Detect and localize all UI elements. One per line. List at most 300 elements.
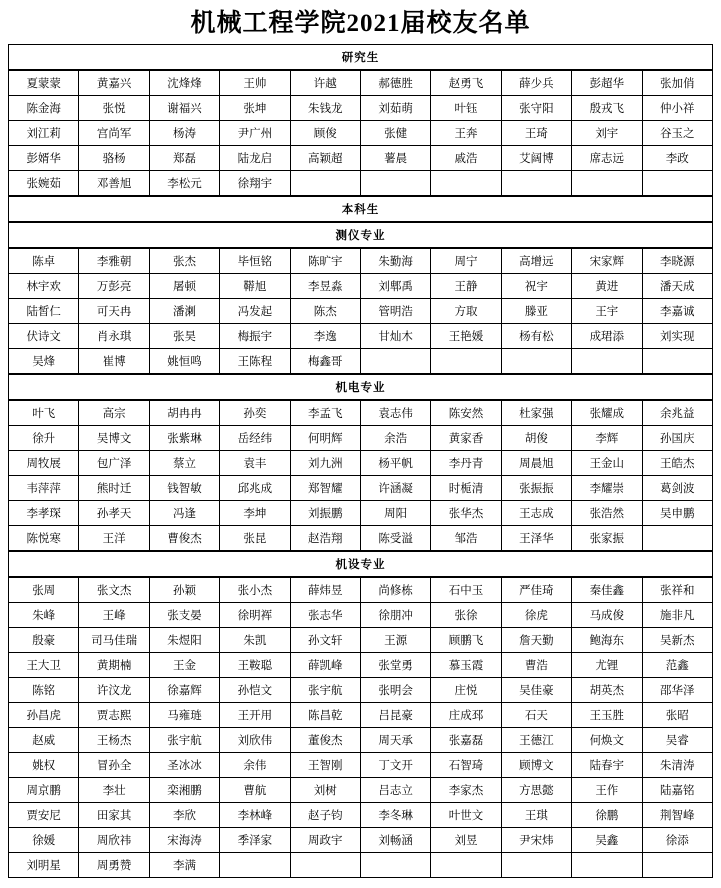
name-cell: 顾鹏飞 xyxy=(431,627,501,652)
name-cell: 杨平帆 xyxy=(360,450,430,475)
table-row xyxy=(9,145,713,170)
name-cell: 鞯旭 xyxy=(220,273,290,298)
name-cell: 王琪 xyxy=(501,802,571,827)
name-cell: 陈铭 xyxy=(9,677,79,702)
name-cell: 徐朋冲 xyxy=(360,602,430,627)
name-cell: 甘灿木 xyxy=(360,323,430,348)
name-cell: 季泽家 xyxy=(220,827,290,852)
name-cell: 沈烽烽 xyxy=(149,70,219,95)
name-cell: 朱钱龙 xyxy=(290,95,360,120)
name-cell: 王峰 xyxy=(79,602,149,627)
table-row xyxy=(9,702,713,727)
name-cell: 张明会 xyxy=(360,677,430,702)
name-cell: 王智刚 xyxy=(290,752,360,777)
name-cell: 周欣祎 xyxy=(79,827,149,852)
name-cell: 黄家香 xyxy=(431,425,501,450)
name-cell: 徐翔宇 xyxy=(220,170,290,195)
name-cell: 陈受溢 xyxy=(360,525,430,550)
table-row xyxy=(9,450,713,475)
name-cell: 李满 xyxy=(149,852,219,877)
name-cell: 周勇赞 xyxy=(79,852,149,877)
name-cell: 方思懿 xyxy=(501,777,571,802)
name-cell: 李嘉诚 xyxy=(642,298,712,323)
name-cell: 周宁 xyxy=(431,248,501,273)
name-cell: 曹浩 xyxy=(501,652,571,677)
name-cell: 葛剑波 xyxy=(642,475,712,500)
name-cell: 李孝琛 xyxy=(9,500,79,525)
name-cell: 孙国庆 xyxy=(642,425,712,450)
empty-cell xyxy=(220,852,290,877)
name-cell: 梅振宇 xyxy=(220,323,290,348)
name-cell: 席志远 xyxy=(572,145,642,170)
name-cell: 徐升 xyxy=(9,425,79,450)
name-cell: 梅鑫哥 xyxy=(290,348,360,373)
name-cell: 叶世文 xyxy=(431,802,501,827)
subsection-heading-1-2-table xyxy=(8,551,713,577)
name-cell: 王志成 xyxy=(501,500,571,525)
name-cell: 胡俊 xyxy=(501,425,571,450)
name-cell: 贾安尼 xyxy=(9,802,79,827)
name-cell: 荆智峰 xyxy=(642,802,712,827)
table-row xyxy=(9,500,713,525)
name-cell: 孙颖 xyxy=(149,577,219,602)
table-row xyxy=(9,852,713,877)
name-cell: 王奔 xyxy=(431,120,501,145)
empty-cell xyxy=(431,170,501,195)
name-cell: 张周 xyxy=(9,577,79,602)
name-cell: 张昊 xyxy=(149,323,219,348)
name-cell: 王宇 xyxy=(572,298,642,323)
name-cell: 丁文开 xyxy=(360,752,430,777)
name-cell: 李耀崇 xyxy=(572,475,642,500)
empty-cell xyxy=(642,525,712,550)
name-cell: 顾博文 xyxy=(501,752,571,777)
name-cell: 张支晏 xyxy=(149,602,219,627)
name-cell: 余伟 xyxy=(220,752,290,777)
name-cell: 陈安然 xyxy=(431,400,501,425)
name-cell: 潘天成 xyxy=(642,273,712,298)
table-row xyxy=(9,323,713,348)
name-cell: 叶钰 xyxy=(431,95,501,120)
name-cell: 谷玉之 xyxy=(642,120,712,145)
name-cell: 张文杰 xyxy=(79,577,149,602)
name-cell: 贾志熙 xyxy=(79,702,149,727)
name-cell: 吕志立 xyxy=(360,777,430,802)
name-cell: 薛少兵 xyxy=(501,70,571,95)
name-cell: 管明浩 xyxy=(360,298,430,323)
page-title: 机械工程学院2021届校友名单 xyxy=(190,10,531,37)
name-cell: 王琦 xyxy=(501,120,571,145)
section-heading-1-table xyxy=(8,196,713,222)
alumni-table-container xyxy=(8,44,713,878)
name-cell: 张徐 xyxy=(431,602,501,627)
name-cell: 赵浩翔 xyxy=(290,525,360,550)
name-cell: 薯晨 xyxy=(360,145,430,170)
name-cell: 刘宇 xyxy=(572,120,642,145)
name-cell: 殷戎飞 xyxy=(572,95,642,120)
name-cell: 李冬琳 xyxy=(360,802,430,827)
name-cell: 徐鹏 xyxy=(572,802,642,827)
name-cell: 周晨旭 xyxy=(501,450,571,475)
name-cell: 潘溂 xyxy=(149,298,219,323)
section-heading-0-table xyxy=(8,44,713,70)
name-cell: 张健 xyxy=(360,120,430,145)
name-cell: 徐嘉辉 xyxy=(149,677,219,702)
name-cell: 刘九洲 xyxy=(290,450,360,475)
name-cell: 孙昌虎 xyxy=(9,702,79,727)
table-row xyxy=(9,400,713,425)
name-cell: 王鞍聪 xyxy=(220,652,290,677)
section-heading-1: 本科生 xyxy=(9,196,713,221)
name-cell: 屠顿 xyxy=(149,273,219,298)
subsection-heading-1-1-table xyxy=(8,374,713,400)
name-cell: 司马佳瑞 xyxy=(79,627,149,652)
name-cell: 田家其 xyxy=(79,802,149,827)
name-cell: 周牧展 xyxy=(9,450,79,475)
name-cell: 吴申鹏 xyxy=(642,500,712,525)
name-cell: 宋家辉 xyxy=(572,248,642,273)
name-cell: 张守阳 xyxy=(501,95,571,120)
table-row xyxy=(9,525,713,550)
subsection-heading-1-0-table xyxy=(8,222,713,248)
name-cell: 许涵凝 xyxy=(360,475,430,500)
name-cell: 张坤 xyxy=(220,95,290,120)
name-cell: 刘茹萌 xyxy=(360,95,430,120)
name-cell: 黄期楠 xyxy=(79,652,149,677)
table-row xyxy=(9,170,713,195)
name-cell: 刘郫禹 xyxy=(360,273,430,298)
name-cell: 施非凡 xyxy=(642,602,712,627)
name-cell: 王杨杰 xyxy=(79,727,149,752)
name-cell: 蔡立 xyxy=(149,450,219,475)
table-row xyxy=(9,827,713,852)
subsection-heading-1-0: 测仪专业 xyxy=(9,222,713,247)
name-cell: 毕恒铭 xyxy=(220,248,290,273)
empty-cell xyxy=(572,852,642,877)
name-cell: 袁志伟 xyxy=(360,400,430,425)
name-cell: 王泽华 xyxy=(501,525,571,550)
name-cell: 曹俊杰 xyxy=(149,525,219,550)
names-1-2-table xyxy=(8,577,713,878)
empty-cell xyxy=(642,170,712,195)
empty-cell xyxy=(360,170,430,195)
name-cell: 赵子钧 xyxy=(290,802,360,827)
name-cell: 谢福兴 xyxy=(149,95,219,120)
name-cell: 秦佳鑫 xyxy=(572,577,642,602)
name-cell: 刘明星 xyxy=(9,852,79,877)
name-cell: 朱清涛 xyxy=(642,752,712,777)
name-cell: 周天承 xyxy=(360,727,430,752)
name-cell: 杨涛 xyxy=(149,120,219,145)
name-cell: 王艳媛 xyxy=(431,323,501,348)
name-cell: 徐虎 xyxy=(501,602,571,627)
name-cell: 韦萍萍 xyxy=(9,475,79,500)
name-cell: 张嘉磊 xyxy=(431,727,501,752)
name-cell: 许汶龙 xyxy=(79,677,149,702)
name-cell: 石天 xyxy=(501,702,571,727)
name-cell: 李晓源 xyxy=(642,248,712,273)
name-cell: 陈悦寒 xyxy=(9,525,79,550)
name-cell: 张家振 xyxy=(572,525,642,550)
name-cell: 尹宋炜 xyxy=(501,827,571,852)
table-row xyxy=(9,577,713,602)
table-row xyxy=(9,602,713,627)
name-cell: 吕昆豪 xyxy=(360,702,430,727)
names-0-0-table xyxy=(8,70,713,196)
name-cell: 郑磊 xyxy=(149,145,219,170)
name-cell: 李政 xyxy=(642,145,712,170)
name-cell: 包广泽 xyxy=(79,450,149,475)
name-cell: 袁丰 xyxy=(220,450,290,475)
name-cell: 栾湘鹏 xyxy=(149,777,219,802)
name-cell: 姚权 xyxy=(9,752,79,777)
name-cell: 陈金海 xyxy=(9,95,79,120)
name-cell: 马成俊 xyxy=(572,602,642,627)
name-cell: 王陈程 xyxy=(220,348,290,373)
name-cell: 刘实现 xyxy=(642,323,712,348)
table-row xyxy=(9,425,713,450)
name-cell: 邵华泽 xyxy=(642,677,712,702)
name-cell: 张堂勇 xyxy=(360,652,430,677)
name-cell: 何焕文 xyxy=(572,727,642,752)
empty-cell xyxy=(290,852,360,877)
empty-cell xyxy=(360,852,430,877)
name-cell: 庄成邳 xyxy=(431,702,501,727)
name-cell: 冯逢 xyxy=(149,500,219,525)
name-cell: 孙文轩 xyxy=(290,627,360,652)
name-cell: 王金 xyxy=(149,652,219,677)
name-cell: 刘振鹏 xyxy=(290,500,360,525)
empty-cell xyxy=(290,170,360,195)
empty-cell xyxy=(642,348,712,373)
name-cell: 詹天勤 xyxy=(501,627,571,652)
name-cell: 吴鑫 xyxy=(572,827,642,852)
name-cell: 张振振 xyxy=(501,475,571,500)
name-cell: 夏蒙蒙 xyxy=(9,70,79,95)
name-cell: 朱煜阳 xyxy=(149,627,219,652)
name-cell: 高增远 xyxy=(501,248,571,273)
name-cell: 石智琦 xyxy=(431,752,501,777)
name-cell: 尹广州 xyxy=(220,120,290,145)
name-cell: 刘树 xyxy=(290,777,360,802)
name-cell: 李坤 xyxy=(220,500,290,525)
name-cell: 宫尚军 xyxy=(79,120,149,145)
table-row xyxy=(9,802,713,827)
name-cell: 鲍海东 xyxy=(572,627,642,652)
table-row xyxy=(9,652,713,677)
name-cell: 张祥和 xyxy=(642,577,712,602)
name-cell: 伏诗文 xyxy=(9,323,79,348)
name-cell: 赵威 xyxy=(9,727,79,752)
name-cell: 王玉胜 xyxy=(572,702,642,727)
name-cell: 刘昱 xyxy=(431,827,501,852)
empty-cell xyxy=(431,348,501,373)
name-cell: 刘畅涵 xyxy=(360,827,430,852)
name-cell: 李壮 xyxy=(79,777,149,802)
name-cell: 滕亚 xyxy=(501,298,571,323)
name-cell: 吴烽 xyxy=(9,348,79,373)
name-cell: 成珺添 xyxy=(572,323,642,348)
name-cell: 周阳 xyxy=(360,500,430,525)
name-cell: 李林峰 xyxy=(220,802,290,827)
empty-cell xyxy=(642,852,712,877)
name-cell: 叶飞 xyxy=(9,400,79,425)
name-cell: 范鑫 xyxy=(642,652,712,677)
table-row xyxy=(9,777,713,802)
table-row xyxy=(9,727,713,752)
name-cell: 张杰 xyxy=(149,248,219,273)
name-cell: 王作 xyxy=(572,777,642,802)
table-row xyxy=(9,120,713,145)
table-row xyxy=(9,248,713,273)
name-cell: 庄悦 xyxy=(431,677,501,702)
name-cell: 陈昌乾 xyxy=(290,702,360,727)
name-cell: 吴睿 xyxy=(642,727,712,752)
name-cell: 骆杨 xyxy=(79,145,149,170)
name-cell: 严佳琦 xyxy=(501,577,571,602)
name-cell: 徐添 xyxy=(642,827,712,852)
name-cell: 杨有松 xyxy=(501,323,571,348)
name-cell: 顾俊 xyxy=(290,120,360,145)
name-cell: 李逸 xyxy=(290,323,360,348)
name-cell: 张紫琳 xyxy=(149,425,219,450)
subsection-heading-1-2: 机设专业 xyxy=(9,551,713,576)
name-cell: 李辉 xyxy=(572,425,642,450)
name-cell: 余兆益 xyxy=(642,400,712,425)
name-cell: 陈旷宇 xyxy=(290,248,360,273)
name-cell: 吴博文 xyxy=(79,425,149,450)
table-row xyxy=(9,348,713,373)
name-cell: 黄嘉兴 xyxy=(79,70,149,95)
section-heading-0: 研究生 xyxy=(9,44,713,69)
name-cell: 刘江莉 xyxy=(9,120,79,145)
empty-cell xyxy=(572,348,642,373)
table-row xyxy=(9,677,713,702)
name-cell: 周京鹏 xyxy=(9,777,79,802)
name-cell: 陆春宇 xyxy=(572,752,642,777)
name-cell: 王金山 xyxy=(572,450,642,475)
name-cell: 张志华 xyxy=(290,602,360,627)
name-cell: 何明辉 xyxy=(290,425,360,450)
name-cell: 仲小祥 xyxy=(642,95,712,120)
name-cell: 方取 xyxy=(431,298,501,323)
name-cell: 李松元 xyxy=(149,170,219,195)
name-cell: 石中玉 xyxy=(431,577,501,602)
name-cell: 岳经纬 xyxy=(220,425,290,450)
name-cell: 时栀清 xyxy=(431,475,501,500)
name-cell: 董俊杰 xyxy=(290,727,360,752)
name-cell: 邹浩 xyxy=(431,525,501,550)
name-cell: 张小杰 xyxy=(220,577,290,602)
name-cell: 慕玉霞 xyxy=(431,652,501,677)
name-cell: 张悦 xyxy=(79,95,149,120)
name-cell: 李昱淼 xyxy=(290,273,360,298)
empty-cell xyxy=(501,170,571,195)
name-cell: 王帅 xyxy=(220,70,290,95)
name-cell: 张耀成 xyxy=(572,400,642,425)
name-cell: 徐媛 xyxy=(9,827,79,852)
names-1-0-table xyxy=(8,248,713,374)
empty-cell xyxy=(501,852,571,877)
name-cell: 冒孙全 xyxy=(79,752,149,777)
name-cell: 王开用 xyxy=(220,702,290,727)
name-cell: 彭超华 xyxy=(572,70,642,95)
empty-cell xyxy=(360,348,430,373)
name-cell: 陆皙仁 xyxy=(9,298,79,323)
name-cell: 陆嘉铭 xyxy=(642,777,712,802)
name-cell: 张宇航 xyxy=(290,677,360,702)
table-row xyxy=(9,627,713,652)
name-cell: 张浩然 xyxy=(572,500,642,525)
name-cell: 陈杰 xyxy=(290,298,360,323)
name-cell: 钱智敏 xyxy=(149,475,219,500)
name-cell: 朱凯 xyxy=(220,627,290,652)
name-cell: 崔博 xyxy=(79,348,149,373)
name-cell: 孙恺文 xyxy=(220,677,290,702)
name-cell: 赵勇飞 xyxy=(431,70,501,95)
name-cell: 姚恒鸣 xyxy=(149,348,219,373)
name-cell: 李孟飞 xyxy=(290,400,360,425)
name-cell: 徐明裈 xyxy=(220,602,290,627)
name-cell: 邓善旭 xyxy=(79,170,149,195)
name-cell: 薛炜昱 xyxy=(290,577,360,602)
name-cell: 李雅朝 xyxy=(79,248,149,273)
name-cell: 余浩 xyxy=(360,425,430,450)
name-cell: 冯发起 xyxy=(220,298,290,323)
name-cell: 李家杰 xyxy=(431,777,501,802)
name-cell: 张昆 xyxy=(220,525,290,550)
name-cell: 吴佳豪 xyxy=(501,677,571,702)
name-cell: 艾阔博 xyxy=(501,145,571,170)
name-cell: 祝宇 xyxy=(501,273,571,298)
table-row xyxy=(9,95,713,120)
name-cell: 郝德胜 xyxy=(360,70,430,95)
name-cell: 高宗 xyxy=(79,400,149,425)
name-cell: 宋海涛 xyxy=(149,827,219,852)
name-cell: 殷豪 xyxy=(9,627,79,652)
name-cell: 杜家强 xyxy=(501,400,571,425)
name-cell: 高颖超 xyxy=(290,145,360,170)
name-cell: 邱兆成 xyxy=(220,475,290,500)
name-cell: 黄进 xyxy=(572,273,642,298)
name-cell: 张昭 xyxy=(642,702,712,727)
name-cell: 许越 xyxy=(290,70,360,95)
table-row xyxy=(9,298,713,323)
name-cell: 刘欣伟 xyxy=(220,727,290,752)
table-row xyxy=(9,70,713,95)
empty-cell xyxy=(501,348,571,373)
name-cell: 陆龙启 xyxy=(220,145,290,170)
name-cell: 孙奕 xyxy=(220,400,290,425)
empty-cell xyxy=(572,170,642,195)
name-cell: 朱勤海 xyxy=(360,248,430,273)
name-cell: 张华杰 xyxy=(431,500,501,525)
name-cell: 戚浩 xyxy=(431,145,501,170)
name-cell: 张加俏 xyxy=(642,70,712,95)
name-cell: 圣冰冰 xyxy=(149,752,219,777)
name-cell: 郑智耀 xyxy=(290,475,360,500)
name-cell: 孙孝天 xyxy=(79,500,149,525)
name-cell: 胡英杰 xyxy=(572,677,642,702)
name-cell: 李丹青 xyxy=(431,450,501,475)
name-cell: 彭婿华 xyxy=(9,145,79,170)
name-cell: 王源 xyxy=(360,627,430,652)
name-cell: 周政宇 xyxy=(290,827,360,852)
name-cell: 薛凯峰 xyxy=(290,652,360,677)
name-cell: 熊时迁 xyxy=(79,475,149,500)
name-cell: 陈卓 xyxy=(9,248,79,273)
table-row xyxy=(9,273,713,298)
